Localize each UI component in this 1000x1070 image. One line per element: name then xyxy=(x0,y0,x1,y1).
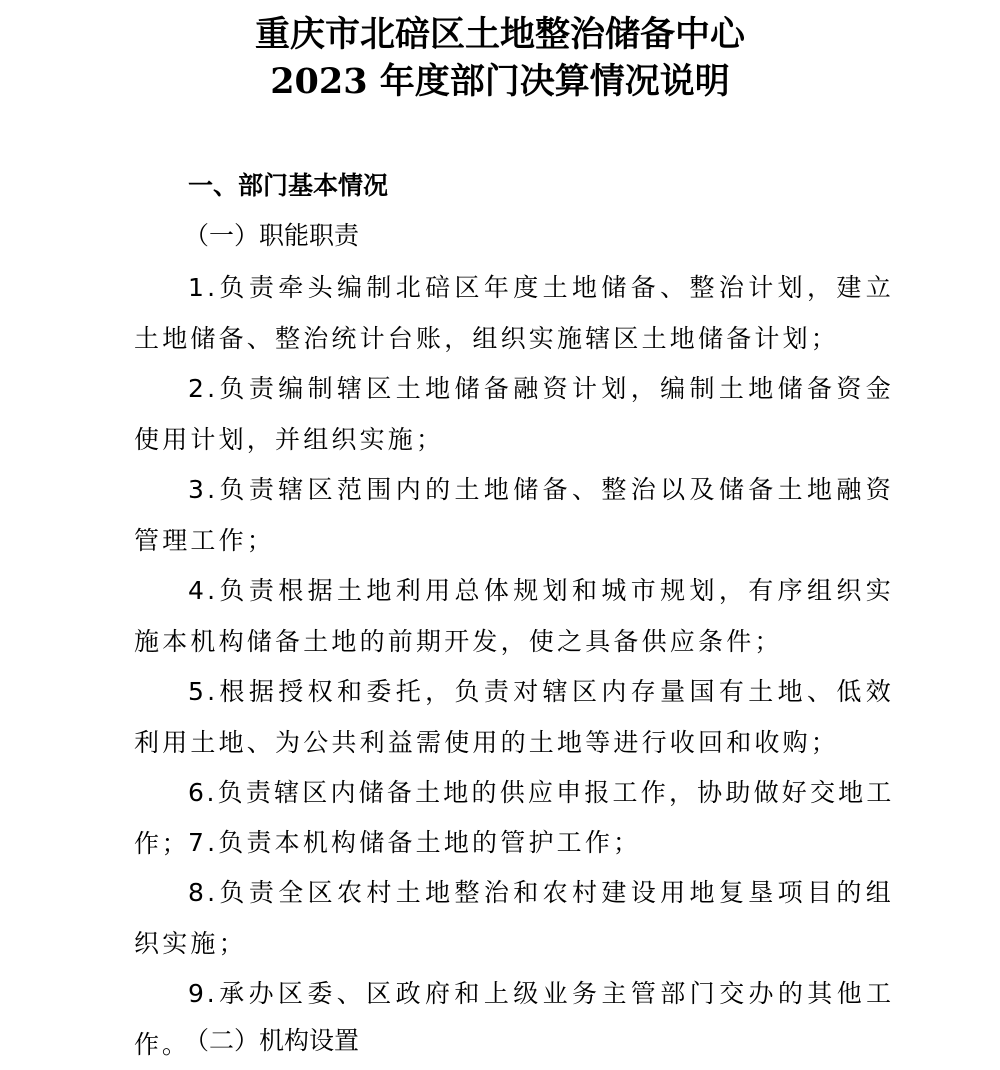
duty-item-2: 2.负责编制辖区土地储备融资计划，编制土地储备资金使用计划，并组织实施； xyxy=(134,374,894,454)
duty-item-9: 9.承办区委、区政府和上级业务主管部门交办的其他工作。 xyxy=(134,979,894,1059)
document-title-line-2: 2023 年度部门决算情况说明 xyxy=(270,61,730,102)
duty-item-5: 5.根据授权和委托，负责对辖区内存量国有土地、低效利用土地、为公共利益需使用的土地等进行收回和收购； xyxy=(134,677,894,757)
duty-item-4: 4.负责根据土地利用总体规划和城市规划，有序组织实施本机构储备土地的前期开发，使之具备供应条件； xyxy=(134,576,894,656)
document-title-line-1: 重庆市北碚区土地整治储备中心 xyxy=(254,14,745,55)
duty-item-7: 7.负责本机构储备土地的管护工作； xyxy=(188,828,642,857)
duty-item-3: 3.负责辖区范围内的土地储备、整治以及储备土地融资管理工作； xyxy=(134,475,894,555)
duty-item-1: 1.负责牵头编制北碚区年度土地储备、整治计划，建立土地储备、整治统计台账，组织实施辖区土地储备计划； xyxy=(134,273,894,353)
duty-item-6: 6.负责辖区内储备土地的供应申报工作，协助做好交地工作； xyxy=(134,778,894,858)
section-heading-basic-info: 一、部门基本情况 xyxy=(188,171,389,200)
subsection-heading-duties: （一）职能职责 xyxy=(184,221,360,250)
duty-item-8: 8.负责全区农村土地整治和农村建设用地复垦项目的组织实施； xyxy=(134,878,894,958)
subsection-heading-organization: （二）机构设置 xyxy=(184,1026,360,1055)
